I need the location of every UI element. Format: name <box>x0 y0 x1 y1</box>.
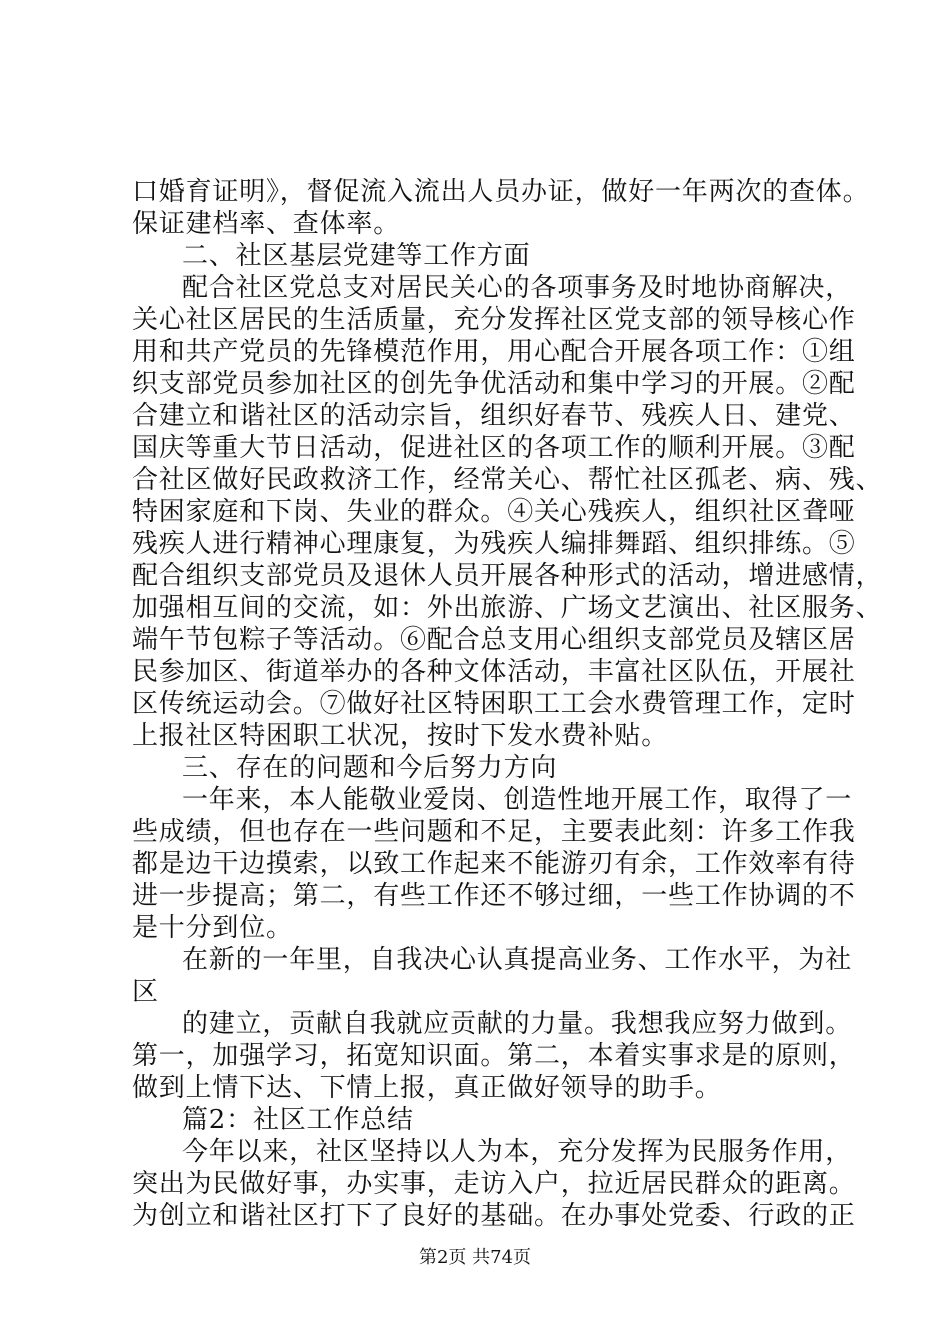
body-line: 在新的一年里，自我决心认真提高业务、工作水平，为社 <box>182 945 853 975</box>
body-line: 残疾人进行精神心理康复，为残疾人编排舞蹈、组织排练。⑤ <box>132 529 856 559</box>
body-line: 国庆等重大节日活动，促进社区的各项工作的顺利开展。③配 <box>132 433 856 463</box>
body-line: 都是边干边摸索，以致工作起来不能游刃有余，工作效率有待 <box>132 849 856 879</box>
body-line: 加强相互间的交流，如：外出旅游、广场文艺演出、社区服务、 <box>132 593 883 623</box>
body-line: 进一步提高；第二，有些工作还不够过细，一些工作协调的不 <box>132 881 856 911</box>
body-line: 用和共产党员的先锋模范作用，用心配合开展各项工作：①组 <box>132 337 856 367</box>
body-line: 第一，加强学习，拓宽知识面。第二，本着实事求是的原则， <box>132 1041 856 1071</box>
body-line: 一年来，本人能敬业爱岗、创造性地开展工作，取得了一 <box>182 785 853 815</box>
body-line: 区传统运动会。⑦做好社区特困职工工会水费管理工作，定时 <box>132 689 856 719</box>
body-line: 上报社区特困职工状况，按时下发水费补贴。 <box>132 721 669 751</box>
body-line: 合建立和谐社区的活动宗旨，组织好春节、残疾人日、建党、 <box>132 401 856 431</box>
body-line: 是十分到位。 <box>132 913 293 943</box>
body-line: 合社区做好民政救济工作，经常关心、帮忙社区孤老、病、残、 <box>132 465 883 495</box>
article-heading: 篇2：社区工作总结 <box>182 1105 414 1135</box>
section-heading: 三、存在的问题和今后努力方向 <box>182 753 558 783</box>
body-line: 民参加区、街道举办的各种文体活动，丰富社区队伍，开展社 <box>132 657 856 687</box>
page-footer: 第2页 共74页 <box>418 1247 532 1268</box>
body-line: 配合组织支部党员及退休人员开展各种形式的活动，增进感情， <box>132 561 883 591</box>
body-line: 做到上情下达、下情上报，真正做好领导的助手。 <box>132 1073 722 1103</box>
body-line: 些成绩，但也存在一些问题和不足，主要表此刻：许多工作我 <box>132 817 856 847</box>
section-heading: 二、社区基层党建等工作方面 <box>182 241 531 271</box>
body-line: 配合社区党总支对居民关心的各项事务及时地协商解决， <box>182 273 853 303</box>
body-line: 的建立，贡献自我就应贡献的力量。我想我应努力做到。 <box>182 1009 853 1039</box>
body-line: 突出为民做好事，办实事，走访入户，拉近居民群众的距离。 <box>132 1169 856 1199</box>
body-line: 特困家庭和下岗、失业的群众。④关心残疾人，组织社区聋哑 <box>132 497 856 527</box>
body-line: 保证建档率、查体率。 <box>132 209 401 239</box>
body-line: 织支部党员参加社区的创先争优活动和集中学习的开展。②配 <box>132 369 856 399</box>
body-line: 今年以来，社区坚持以人为本，充分发挥为民服务作用， <box>182 1137 853 1167</box>
body-line: 端午节包粽子等活动。⑥配合总支用心组织支部党员及辖区居 <box>132 625 856 655</box>
body-line: 区 <box>132 977 159 1007</box>
body-line: 口婚育证明》，督促流入流出人员办证，做好一年两次的查体。 <box>132 177 870 207</box>
body-line: 关心社区居民的生活质量，充分发挥社区党支部的领导核心作 <box>132 305 856 335</box>
body-line: 为创立和谐社区打下了良好的基础。在办事处党委、行政的正 <box>132 1201 856 1231</box>
